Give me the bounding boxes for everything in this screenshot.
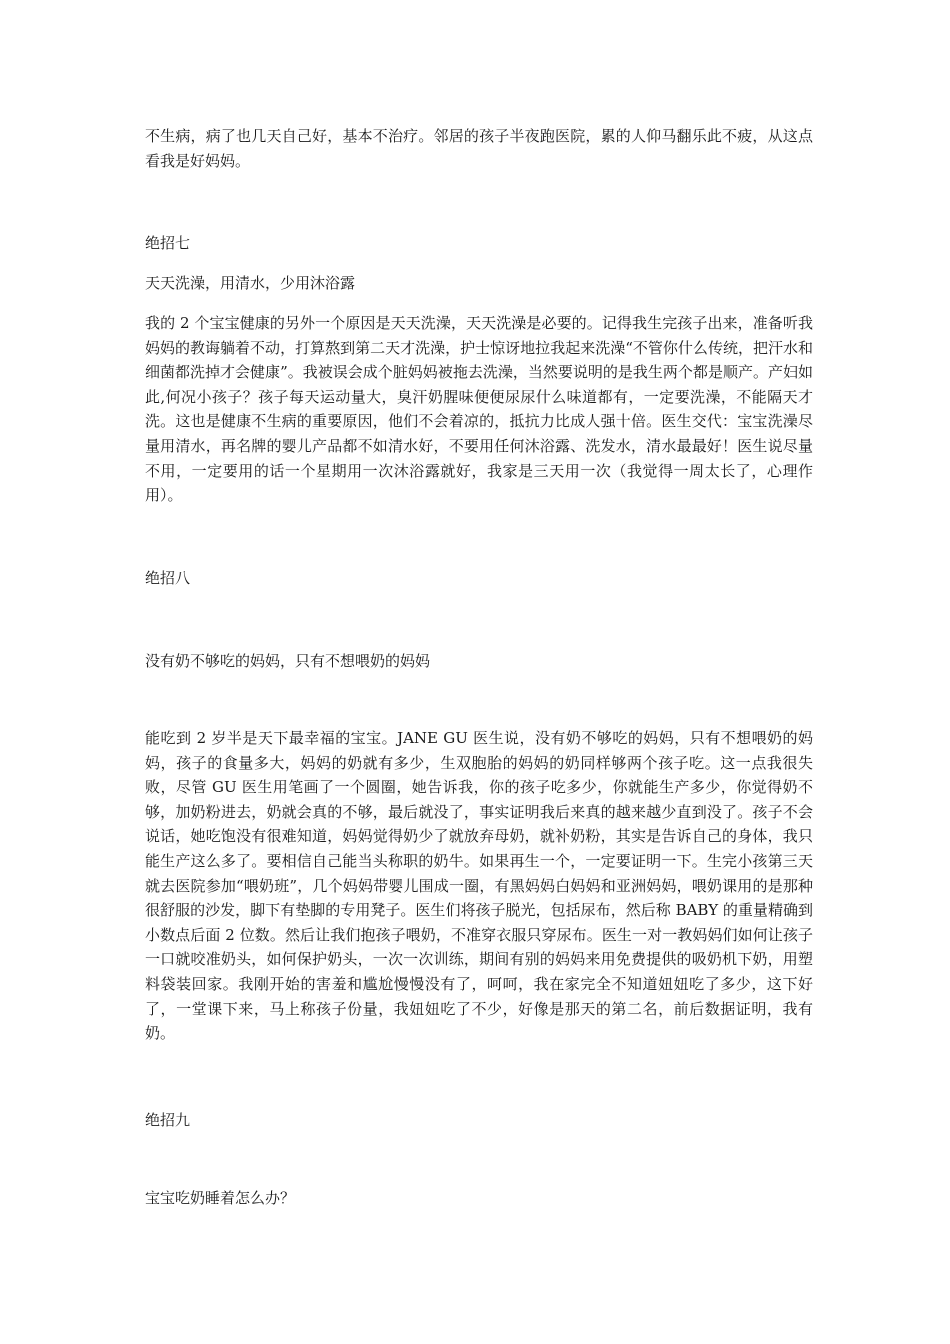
paragraph-bathing: 我的 2 个宝宝健康的另外一个原因是天天洗澡，天天洗澡是必要的。记得我生完孩子出来，准备听我妈妈的教诲躺着不动，打算熬到第二天才洗澡，护士惊讶地拉我起来洗澡“不管你什么传统，把汗水和细菌都洗掉才会健康”。我被误会成个脏妈妈被拖去洗澡，当然要说明的是我生两个都是顺产。产妇如此,何况小孩子？孩子每天运动量大，臭汗奶腥味便便尿尿什么味道都有，一定要洗澡，不能隔天才洗。这也是健康不生病的重要原因，他们不会着凉的，抵抗力比成人强十倍。医生交代：宝宝洗澡尽量用清水，再名牌的婴儿产品都不如清水好，不要用任何沐浴露、洗发水，清水最最好！医生说尽量不用，一定要用的话一个星期用一次沐浴露就好，我家是三天用一次（我觉得一周太长了，心理作用）。 (145, 314, 813, 505)
subheading-sleeping: 宝宝吃奶睡着怎么办？ (145, 1189, 296, 1207)
heading-tip-8: 绝招八 (145, 569, 191, 587)
paragraph-intro: 不生病，病了也几天自己好，基本不治疗。邻居的孩子半夜跑医院，累的人仰马翻乐此不疲，从这点看我是好妈妈。 (145, 127, 813, 170)
subheading-bathing: 天天洗澡，用清水，少用沐浴露 (145, 274, 356, 292)
paragraph-breastfeeding: 能吃到 2 岁半是天下最幸福的宝宝。JANE GU 医生说，没有奶不够吃的妈妈，只有不想喂奶的妈妈，孩子的食量多大，妈妈的奶就有多少，生双胞胎的妈妈的奶同样够两个孩子吃。这一点我很失败，尽管 GU 医生用笔画了一个圆圈，她告诉我，你的孩子吃多少，你就能生产多少，你觉得奶不够，加奶粉进去，奶就会真的不够，最后就没了，事实证明我后来真的越来越少直到没了。孩子不会说话，她吃饱没有很难知道，妈妈觉得奶少了就放弃母奶，就补奶粉，其实是告诉自己的身体，我只能生产这么多了。要相信自己能当头称职的奶牛。如果再生一个，一定要证明一下。生完小孩第三天就去医院参加“喂奶班”，几个妈妈带婴儿围成一圈，有黑妈妈白妈妈和亚洲妈妈，喂奶课用的是那种很舒服的沙发，脚下有垫脚的专用凳子。医生们将孩子脱光，包括尿布，然后称 BABY 的重量精确到小数点后面 2 位数。然后让我们抱孩子喂奶，不准穿衣服只穿尿布。医生一对一教妈妈们如何让孩子一口就咬准奶头，如何保护奶头，一次一次训练，期间有别的妈妈来用免费提供的吸奶机下奶，用塑料袋装回家。我刚开始的害羞和尴尬慢慢没有了，呵呵，我在家完全不知道妞妞吃了多少，这下好了，一堂课下来，马上称孩子份量，我妞妞吃了不少，好像是那天的第二名，前后数据证明，我有奶。 (145, 729, 813, 1043)
heading-tip-7: 绝招七 (145, 234, 191, 252)
heading-tip-9: 绝招九 (145, 1111, 191, 1129)
subheading-breastfeeding: 没有奶不够吃的妈妈，只有不想喂奶的妈妈 (145, 652, 431, 670)
